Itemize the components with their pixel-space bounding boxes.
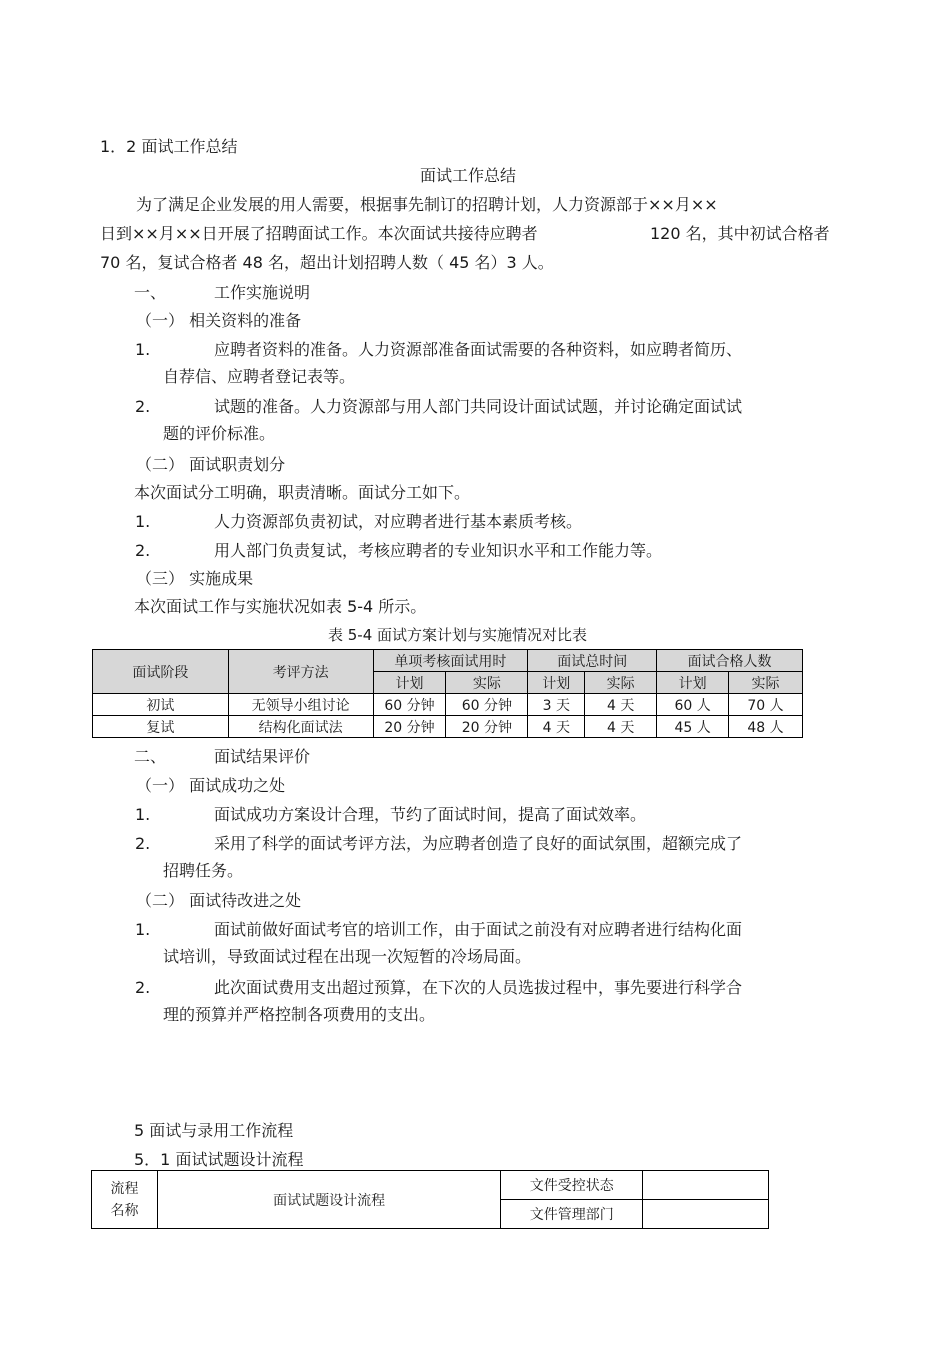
doc-control-status-label: 文件受控状态 [501, 1171, 643, 1200]
list-number: 1. [135, 512, 151, 531]
cell-days-plan: 3 天 [528, 694, 585, 716]
list-number: 2. [135, 397, 151, 416]
header-single-time: 单项考核面试用时 [373, 650, 528, 672]
list-number: 1. [135, 805, 151, 824]
plan-vs-actual-table [92, 649, 803, 738]
part2-title: 面试结果评价 [214, 747, 311, 766]
header-actual: 实际 [585, 672, 657, 694]
header-plan: 计划 [373, 672, 446, 694]
list-item-line: 面试前做好面试考官的培训工作，由于面试之前没有对应聘者进行结构化面 [214, 920, 743, 939]
header-total-time: 面试总时间 [528, 650, 657, 672]
table-row [93, 716, 803, 738]
doc-management-dept-value [643, 1200, 769, 1229]
cell-method: 结构化面试法 [228, 716, 373, 738]
intro-line-2a: 日到××月××日开展了招聘面试工作。本次面试共接待应聘者 [100, 224, 538, 243]
list-item-line: 人力资源部负责初试，对应聘者进行基本素质考核。 [214, 512, 583, 531]
header-stage: 面试阶段 [93, 650, 229, 694]
cell-days-actual: 4 天 [585, 716, 657, 738]
part1-title: 工作实施说明 [214, 283, 311, 302]
list-item-line: 此次面试费用支出超过预算，在下次的人员选拔过程中，事先要进行科学合 [214, 978, 743, 997]
list-item-line: 题的评价标准。 [163, 424, 276, 443]
list-item-line: 试题的准备。人力资源部与用人部门共同设计面试试题，并讨论确定面试试 [214, 397, 743, 416]
list-item-line: 采用了科学的面试考评方法，为应聘者创造了良好的面试氛围，超额完成了 [214, 834, 743, 853]
part2-subheading-1: （一） 面试成功之处 [136, 776, 286, 795]
flow-name-label [92, 1171, 158, 1229]
header-method: 考评方法 [228, 650, 373, 694]
flow-info-table [91, 1170, 769, 1229]
list-number: 2. [135, 834, 151, 853]
table-row [93, 694, 803, 716]
cell-time-plan: 60 分钟 [373, 694, 446, 716]
part1-subheading-3: （三） 实施成果 [136, 569, 254, 588]
table-caption: 表 5-4 面试方案计划与实施情况对比表 [328, 626, 588, 644]
cell-method: 无领导小组讨论 [228, 694, 373, 716]
section-heading: 1．2 面试工作总结 [100, 137, 238, 156]
part1-paragraph-3: 本次面试工作与实施状况如表 5-4 所示。 [134, 597, 427, 616]
flow-name-label-line: 流程 [110, 1180, 139, 1197]
cell-pass-actual: 70 人 [729, 694, 803, 716]
cell-time-actual: 60 分钟 [446, 694, 528, 716]
list-number: 2. [135, 541, 151, 560]
list-item-line: 招聘任务。 [163, 861, 244, 880]
flow-name-value: 面试试题设计流程 [157, 1171, 500, 1229]
list-item-line: 试培训，导致面试过程在出现一次短暂的冷场局面。 [163, 947, 532, 966]
section-heading: 5．1 面试试题设计流程 [134, 1150, 304, 1169]
list-number: 1. [135, 340, 151, 359]
list-number: 2. [135, 978, 151, 997]
list-item-line: 自荐信、应聘者登记表等。 [163, 367, 356, 386]
list-item-line: 用人部门负责复试，考核应聘者的专业知识水平和工作能力等。 [214, 541, 663, 560]
intro-line-1: 为了满足企业发展的用人需要，根据事先制订的招聘计划，人力资源部于××月×× [136, 195, 718, 214]
cell-stage: 初试 [93, 694, 229, 716]
cell-pass-plan: 60 人 [657, 694, 729, 716]
table-header-row [93, 650, 803, 672]
part1-subheading-2: （二） 面试职责划分 [136, 455, 286, 474]
doc-title: 面试工作总结 [420, 166, 517, 185]
list-item-line: 面试成功方案设计合理，节约了面试时间，提高了面试效率。 [214, 805, 647, 824]
list-item-line: 理的预算并严格控制各项费用的支出。 [163, 1005, 436, 1024]
header-plan: 计划 [528, 672, 585, 694]
section-heading: 5 面试与录用工作流程 [134, 1121, 294, 1140]
cell-time-plan: 20 分钟 [373, 716, 446, 738]
doc-management-dept-label: 文件管理部门 [501, 1200, 643, 1229]
part2-subheading-2: （二） 面试待改进之处 [136, 891, 302, 910]
flow-name-label-line: 名称 [110, 1202, 139, 1219]
list-number: 1. [135, 920, 151, 939]
list-item-line: 应聘者资料的准备。人力资源部准备面试需要的各种资料，如应聘者简历、 [214, 340, 743, 359]
part2-number: 二、 [134, 747, 167, 766]
part1-subheading-1: （一） 相关资料的准备 [136, 311, 302, 330]
cell-days-plan: 4 天 [528, 716, 585, 738]
cell-days-actual: 4 天 [585, 694, 657, 716]
doc-control-status-value [643, 1171, 769, 1200]
cell-pass-actual: 48 人 [729, 716, 803, 738]
header-actual: 实际 [446, 672, 528, 694]
part1-number: 一、 [134, 283, 167, 302]
header-actual: 实际 [729, 672, 803, 694]
cell-time-actual: 20 分钟 [446, 716, 528, 738]
part1-paragraph-2: 本次面试分工明确，职责清晰。面试分工如下。 [134, 483, 471, 502]
cell-pass-plan: 45 人 [657, 716, 729, 738]
table-row [92, 1171, 769, 1200]
intro-line-2b: 120 名，其中初试合格者 [650, 224, 830, 243]
intro-line-3: 70 名，复试合格者 48 名，超出计划招聘人数（ 45 名）3 人。 [100, 253, 554, 272]
cell-stage: 复试 [93, 716, 229, 738]
header-plan: 计划 [657, 672, 729, 694]
header-pass-count: 面试合格人数 [657, 650, 803, 672]
